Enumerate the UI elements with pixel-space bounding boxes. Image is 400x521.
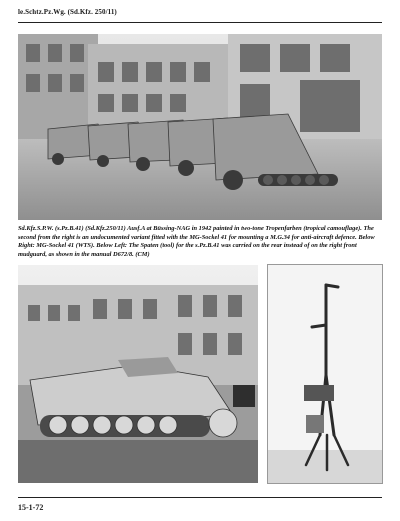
bottom-left-photo <box>18 265 258 483</box>
footer-rule <box>18 497 382 498</box>
photo-caption: Sd.Kfz.S.P.W. (s.Pz.B.41) (Sd.Kfz.250/11) Ausf.A at Büssing-NAG in 1942 painted in two-tone Tropenfarben (tropical camouflage). The second from the right is an undocumented variant fitted with the MG-Sockel 41 for mounting a M.G.34 for anti-aircraft defence. Below Right: MG-Sockel 41 (WTS). Below Left: The Spaten (tool) for the s.Pz.B.41 was carried on the rear instead of on the right front mudguard, as shown in the manual D672/8. (CM) <box>18 225 375 258</box>
header-rule <box>18 22 382 23</box>
page-number: 15-1-72 <box>18 503 44 512</box>
bottom-right-photo <box>268 265 382 483</box>
running-header: le.Schtz.Pz.Wg. (Sd.Kfz. 250/11) <box>18 8 117 16</box>
top-photo <box>18 34 382 220</box>
